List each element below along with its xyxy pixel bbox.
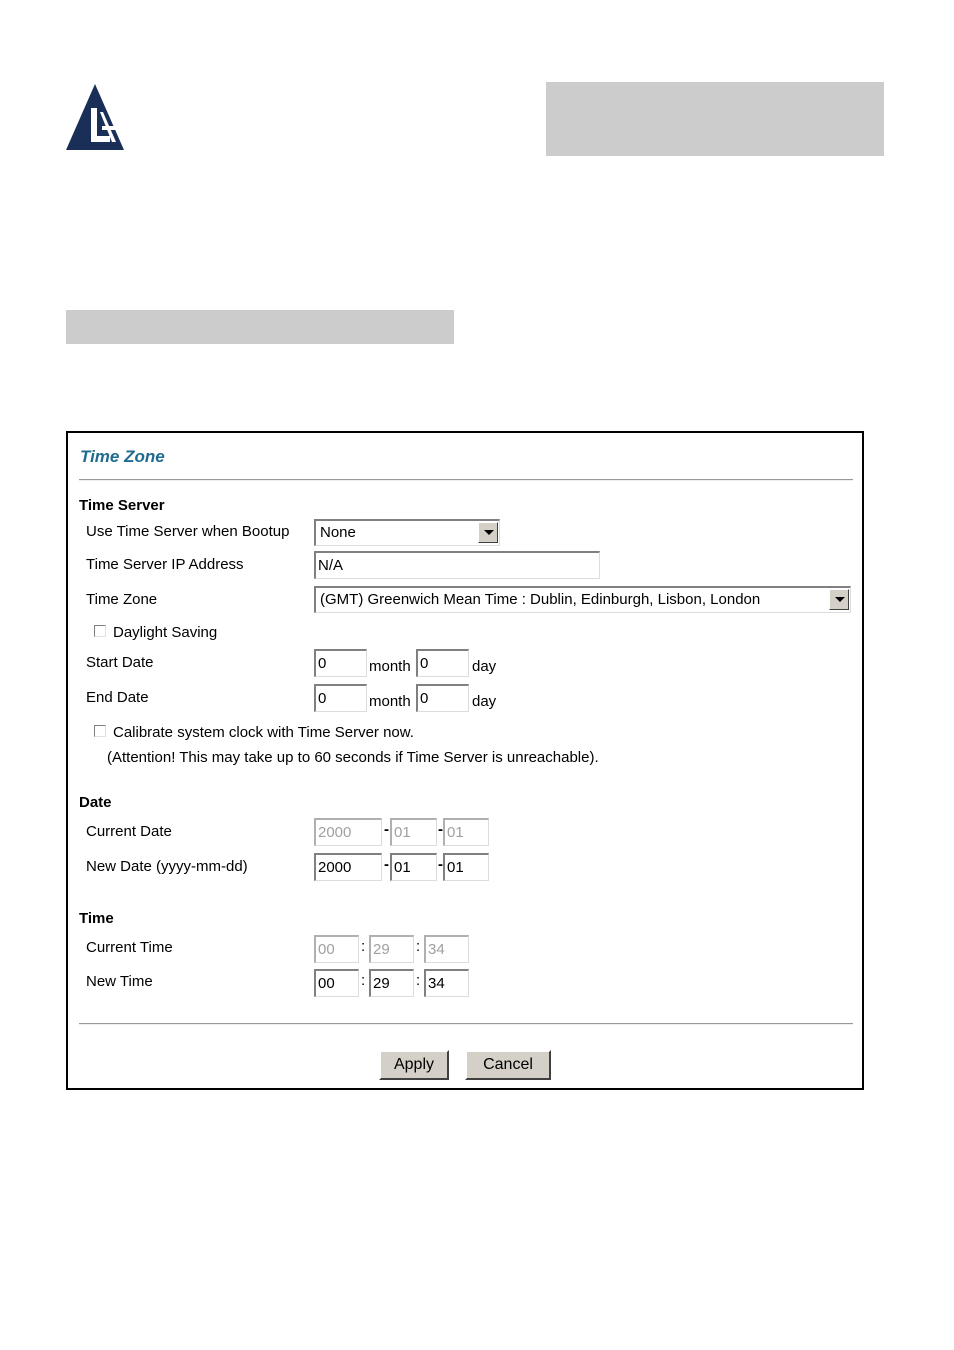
new-day-input[interactable] <box>443 853 489 881</box>
new-minute-input[interactable] <box>369 969 414 997</box>
time-zone-label: Time Zone <box>86 591 158 608</box>
brand-logo <box>64 82 126 152</box>
bootup-select[interactable] <box>314 519 500 546</box>
time-zone-select[interactable] <box>314 586 851 613</box>
panel-title: Time Zone <box>80 447 165 466</box>
time-separator: : <box>416 938 421 955</box>
end-day-unit: day <box>472 693 497 710</box>
current-hour-input <box>314 935 359 963</box>
daylight-saving-checkbox[interactable] <box>94 625 106 637</box>
daylight-saving-label: Daylight Saving <box>113 624 218 641</box>
current-time-label: Current Time <box>86 939 173 956</box>
end-month-unit: month <box>369 693 411 710</box>
start-day-unit: day <box>472 658 497 675</box>
attention-note: (Attention! This may take up to 60 seconds if Time Server is unreachable). <box>107 749 599 766</box>
end-month-input[interactable] <box>314 684 367 712</box>
new-date-label: New Date (yyyy-mm-dd) <box>86 858 248 875</box>
current-year-input <box>314 818 382 846</box>
new-hour-input[interactable] <box>314 969 359 997</box>
footer-divider <box>79 1023 853 1025</box>
title-divider <box>79 479 853 481</box>
current-minute-input <box>369 935 414 963</box>
section-header-bar <box>66 310 454 344</box>
start-date-label: Start Date <box>86 654 154 671</box>
new-year-input[interactable] <box>314 853 382 881</box>
new-time-label: New Time <box>86 973 153 990</box>
current-day-input <box>443 818 489 846</box>
bootup-select-value: None <box>320 524 356 541</box>
apply-button[interactable]: Apply <box>379 1050 449 1080</box>
current-date-label: Current Date <box>86 823 172 840</box>
new-second-input[interactable] <box>424 969 469 997</box>
ip-address-input[interactable] <box>314 551 600 579</box>
end-day-input[interactable] <box>416 684 469 712</box>
time-separator: : <box>361 938 366 955</box>
date-separator: - <box>438 821 443 838</box>
header-placeholder-box <box>546 82 884 156</box>
time-zone-panel <box>66 431 864 1090</box>
calibrate-checkbox[interactable] <box>94 725 106 737</box>
current-month-input <box>390 818 437 846</box>
cancel-button[interactable]: Cancel <box>465 1050 551 1080</box>
ip-address-label: Time Server IP Address <box>86 556 244 573</box>
date-heading: Date <box>79 794 112 811</box>
time-zone-select-value: (GMT) Greenwich Mean Time : Dublin, Edinburgh, Lisbon, London <box>320 591 761 608</box>
date-separator: - <box>384 821 389 838</box>
time-separator: : <box>416 972 421 989</box>
date-separator: - <box>438 856 443 873</box>
current-second-input <box>424 935 469 963</box>
time-separator: : <box>361 972 366 989</box>
start-day-input[interactable] <box>416 649 469 677</box>
date-separator: - <box>384 856 389 873</box>
chevron-down-icon[interactable] <box>478 522 498 543</box>
new-month-input[interactable] <box>390 853 437 881</box>
calibrate-label: Calibrate system clock with Time Server now. <box>113 724 414 741</box>
bootup-label: Use Time Server when Bootup <box>86 523 290 540</box>
end-date-label: End Date <box>86 689 149 706</box>
time-heading: Time <box>79 910 114 927</box>
chevron-down-icon[interactable] <box>829 589 849 610</box>
start-month-unit: month <box>369 658 411 675</box>
time-server-heading: Time Server <box>79 497 165 514</box>
start-month-input[interactable] <box>314 649 367 677</box>
